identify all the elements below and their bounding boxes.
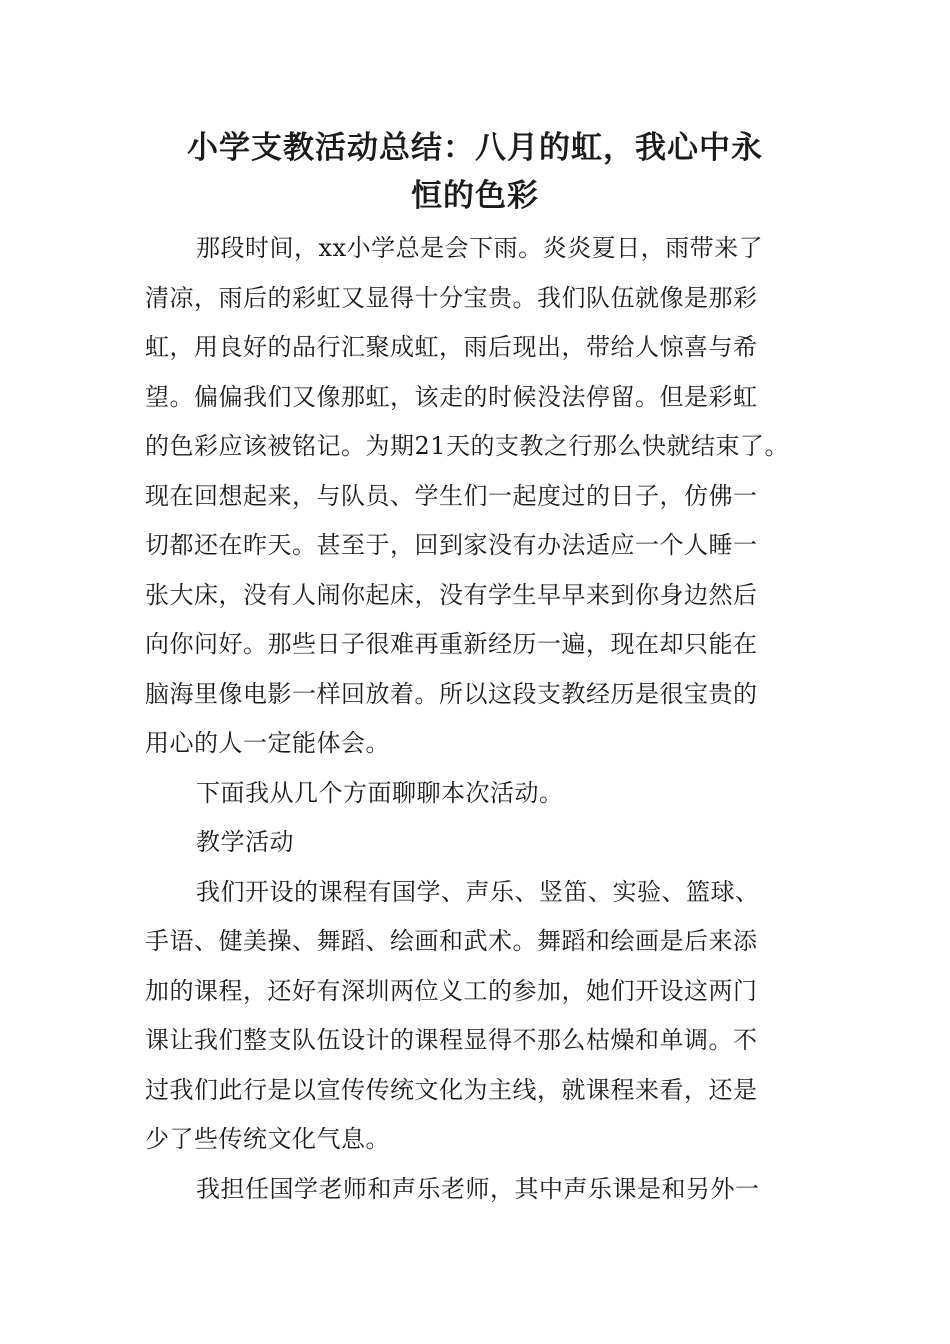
title-line-1: 小学支教活动总结：八月的虹，我心中永	[187, 130, 763, 166]
paragraph-line: 下面我从几个方面聊聊本次活动。	[196, 778, 564, 807]
paragraph-line: 张大床，没有人闹你起床，没有学生早早来到你身边然后	[145, 580, 758, 609]
paragraph-line: 虹，用良好的品行汇聚成虹，雨后现出，带给人惊喜与希	[145, 333, 758, 361]
paragraph-line: 手语、健美操、舞蹈、绘画和武术。舞蹈和绘画是后来添	[145, 927, 758, 955]
paragraph-line: 向你问好。那些日子很难再重新经历一遍，现在却只能在	[145, 630, 758, 658]
paragraph-line: 望。偏偏我们又像那虹，该走的时候没法停留。但是彩虹	[145, 382, 758, 411]
paragraph-line: 脑海里像电影一样回放着。所以这段支教经历是很宝贵的	[145, 679, 758, 708]
document-title	[140, 124, 810, 220]
document-body	[145, 224, 815, 1214]
paragraph-line: 那段时间，xx小学总是会下雨。炎炎夏日，雨带来了	[196, 234, 764, 262]
paragraph-line: 用心的人一定能体会。	[145, 729, 390, 757]
paragraph-line: 清凉，雨后的彩虹又显得十分宝贵。我们队伍就像是那彩	[145, 283, 758, 312]
paragraph-line: 少了些传统文化气息。	[145, 1125, 390, 1153]
title-line-2: 恒的色彩	[411, 178, 539, 214]
paragraph-line: 切都还在昨天。甚至于，回到家没有办法适应一个人睡一	[145, 531, 758, 559]
paragraph-line: 现在回想起来，与队员、学生们一起度过的日子，仿佛一	[145, 481, 758, 510]
section-heading: 教学活动	[196, 828, 294, 856]
paragraph-line: 我担任国学老师和声乐老师，其中声乐课是和另外一	[196, 1174, 760, 1203]
paragraph-line: 的色彩应该被铭记。为期21天的支教之行那么快就结束了。	[145, 432, 790, 460]
paragraph-line: 过我们此行是以宣传传统文化为主线，就课程来看，还是	[145, 1075, 758, 1104]
paragraph-line: 课让我们整支队伍设计的课程显得不那么枯燥和单调。不	[145, 1026, 758, 1054]
paragraph-line: 加的课程，还好有深圳两位义工的参加，她们开设这两门	[145, 976, 758, 1005]
paragraph-line: 我们开设的课程有国学、声乐、竖笛、实验、篮球、	[196, 877, 760, 906]
